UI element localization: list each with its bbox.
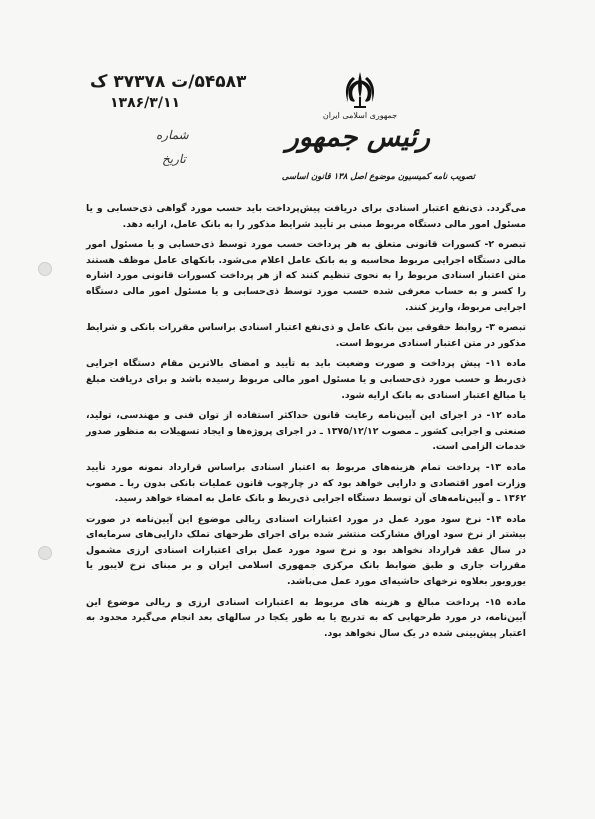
- punch-hole-top: [38, 262, 52, 276]
- resolution-subtitle: تصویب نامه کمیسیون موضوع اصل ۱۳۸ قانون اساسی: [281, 172, 475, 182]
- paragraph: ماده ۱۱- پیش پرداخت و صورت وضعیت باید به تأیید و امضای بالاترین مقام دستگاه اجرایی ذی‌ربط و حسب مورد ذی‌حسابی و یا مسئول امور مالی مربوط رسیده باشد و برای دریافت مبلغ یا مبالغ اعتبار اسنادی به بانک ارایه شود.: [86, 358, 526, 401]
- paragraph: تبصره ۲- کسورات قانونی متعلق به هر پرداخت حسب مورد توسط ذی‌حسابی و یا مسئول امور مالی دستگاه اجرایی مربوط محاسبه و به بانک عامل اعلام می‌شود. بانکهای عامل موظف هستند متن اعتبار اسنادی مربوط را به نحوی تنظیم کنند که از هر پرداخت کسورات قانونی مورد اشاره را کسر و به حساب معرفی شده حسب مورد توسط ذی‌حسابی و یا مسئول امور مالی دستگاه اجرایی مربوط، واریز کنند.: [86, 239, 526, 313]
- iran-emblem-icon: [338, 68, 382, 112]
- document-body: [86, 201, 526, 641]
- paragraph: ماده ۱۲- در اجرای این آیین‌نامه رعایت قانون حداکثر استفاده از توان فنی و مهندسی، تولید، صنعتی و اجرایی کشور ـ مصوب ۱۳۷۵/۱۲/۱۲ ـ در اجرای پروژه‌ها و ایجاد تسهیلات به منظور صدور خدمات الزامی است.: [86, 410, 526, 453]
- country-name: جمهوری اسلامی ایران: [322, 111, 398, 120]
- paragraph: ماده ۱۳- پرداخت تمام هزینه‌های مربوط به اعتبار اسنادی براساس قرارداد نمونه مورد تأیید وزارت امور اقتصادی و دارایی خواهد بود که در چارچوب قانون عملیات بانکی بدون ربا ـ مصوب ۱۳۶۲ ـ و آیین‌نامه‌های آن توسط دستگاه اجرایی ذی‌ربط و بانک عامل به امضاء خواهد رسید.: [86, 461, 526, 505]
- date-label: تاریخ: [162, 152, 186, 166]
- letter-number: ۵۴۵۸۳/ت ۳۷۳۷۸ ک: [90, 72, 247, 92]
- paragraph: ماده ۱۵- پرداخت مبالغ و هزینه های مربوط به اعتبارات اسنادی ارزی و ریالی موضوع این آیین‌نامه، در مورد طرحهایی که به تدریج یا به طور یکجا در سالهای بعد انجام می‌گیرد محدود به اعتبار پیش‌بینی شده در یک سال نخواهد بود.: [86, 596, 526, 639]
- paragraph: ماده ۱۴- نرخ سود مورد عمل در مورد اعتبارات اسنادی ریالی موضوع این آیین‌نامه در صورت بیشتر از نرخ سود اوراق مشارکت منتشر شده برای اجرای طرحهای تملک دارایی‌های سرمایه‌ای در سال عقد قرارداد نخواهد بود و نرخ سود مورد عمل برای اعتبارات اسنادی ارزی مشمول مقررات جاری و طبق ضوابط بانک مرکزی جمهوری اسلامی ایران و بر مبنای نرخ لایبور یا یوروبور بعلاوه نرخهای حاشیه‌ای مورد عمل می‌باشد.: [86, 513, 526, 588]
- paragraph: تبصره ۳- روابط حقوقی بین بانک عامل و ذی‌نفع اعتبار اسنادی براساس مقررات بانکی و شرایط مذکور در متن اعتبار اسنادی مربوط است.: [86, 322, 526, 349]
- letter-date: ۱۳۸۶/۳/۱۱: [110, 95, 181, 111]
- paragraph: می‌گردد. ذی‌نفع اعتبار اسنادی برای دریافت پیش‌پرداخت باید حسب مورد گواهی ذی‌حسابی و یا مسئول امور مالی دستگاه مربوط مبنی بر تأیید شرایط مذکور را به بانک عامل، ارایه دهد.: [86, 203, 526, 230]
- office-title: رئیس جمهور: [285, 122, 430, 153]
- punch-hole-bottom: [38, 546, 52, 560]
- number-label: شماره: [156, 128, 189, 142]
